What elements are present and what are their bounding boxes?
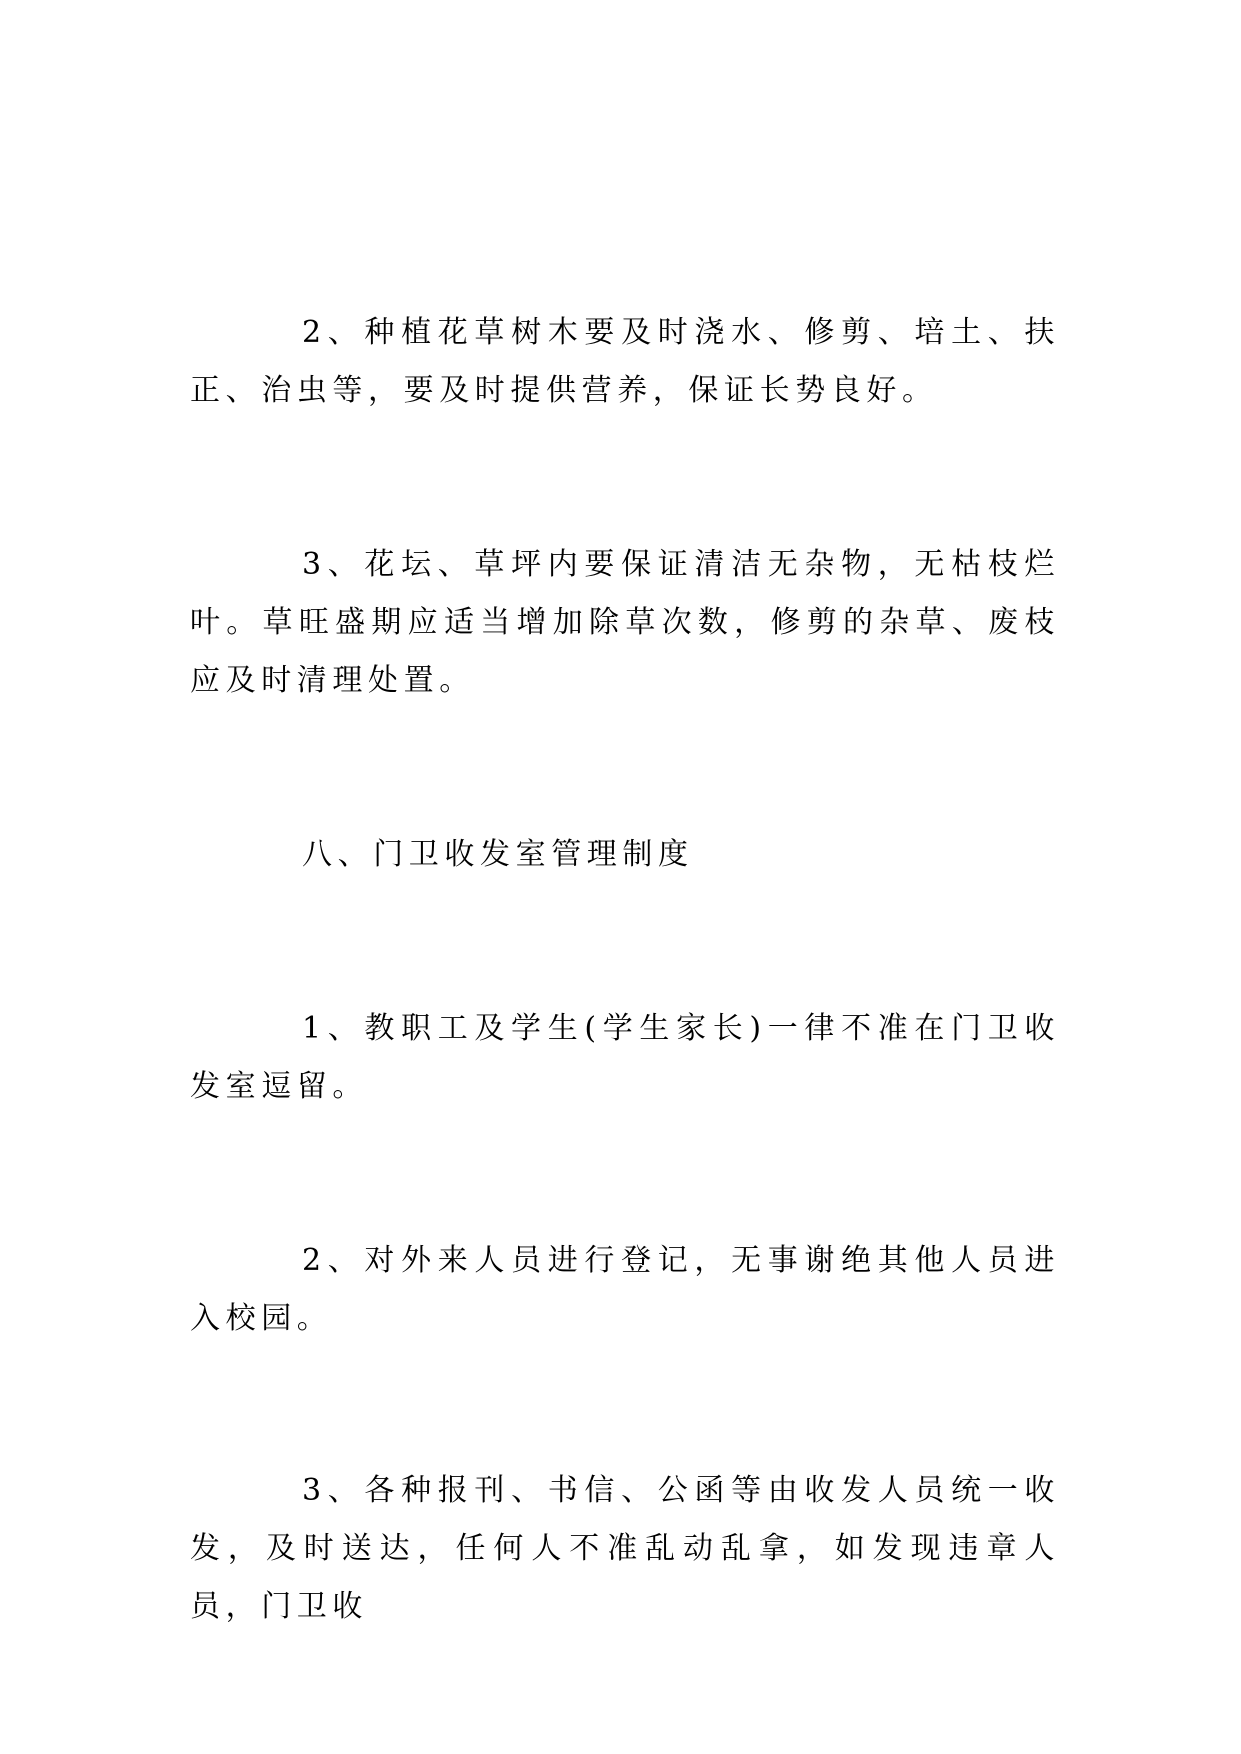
paragraph-visitor-registration: 2、对外来人员进行登记，无事谢绝其他人员进入校园。 — [190, 1243, 1060, 1336]
paragraph-greenery-maintenance: 2、种植花草树木要及时浇水、修剪、培土、扶正、治虫等，要及时提供营养，保证长势良好。 — [190, 315, 1060, 408]
section-heading: 八、门卫收发室管理制度 — [302, 837, 694, 872]
paragraph-flowerbed-cleaning: 3、花坛、草坪内要保证清洁无杂物，无枯枝烂叶。草旺盛期应适当增加除草次数，修剪的杂草、废枝应及时清理处置。 — [190, 547, 1060, 698]
paragraph-no-loitering: 1、教职工及学生(学生家长)一律不准在门卫收发室逗留。 — [190, 1011, 1060, 1104]
paragraph-mail-distribution: 3、各种报刊、书信、公函等由收发人员统一收发，及时送达，任何人不准乱动乱拿，如发现违章人员，门卫收 — [190, 1473, 1060, 1624]
